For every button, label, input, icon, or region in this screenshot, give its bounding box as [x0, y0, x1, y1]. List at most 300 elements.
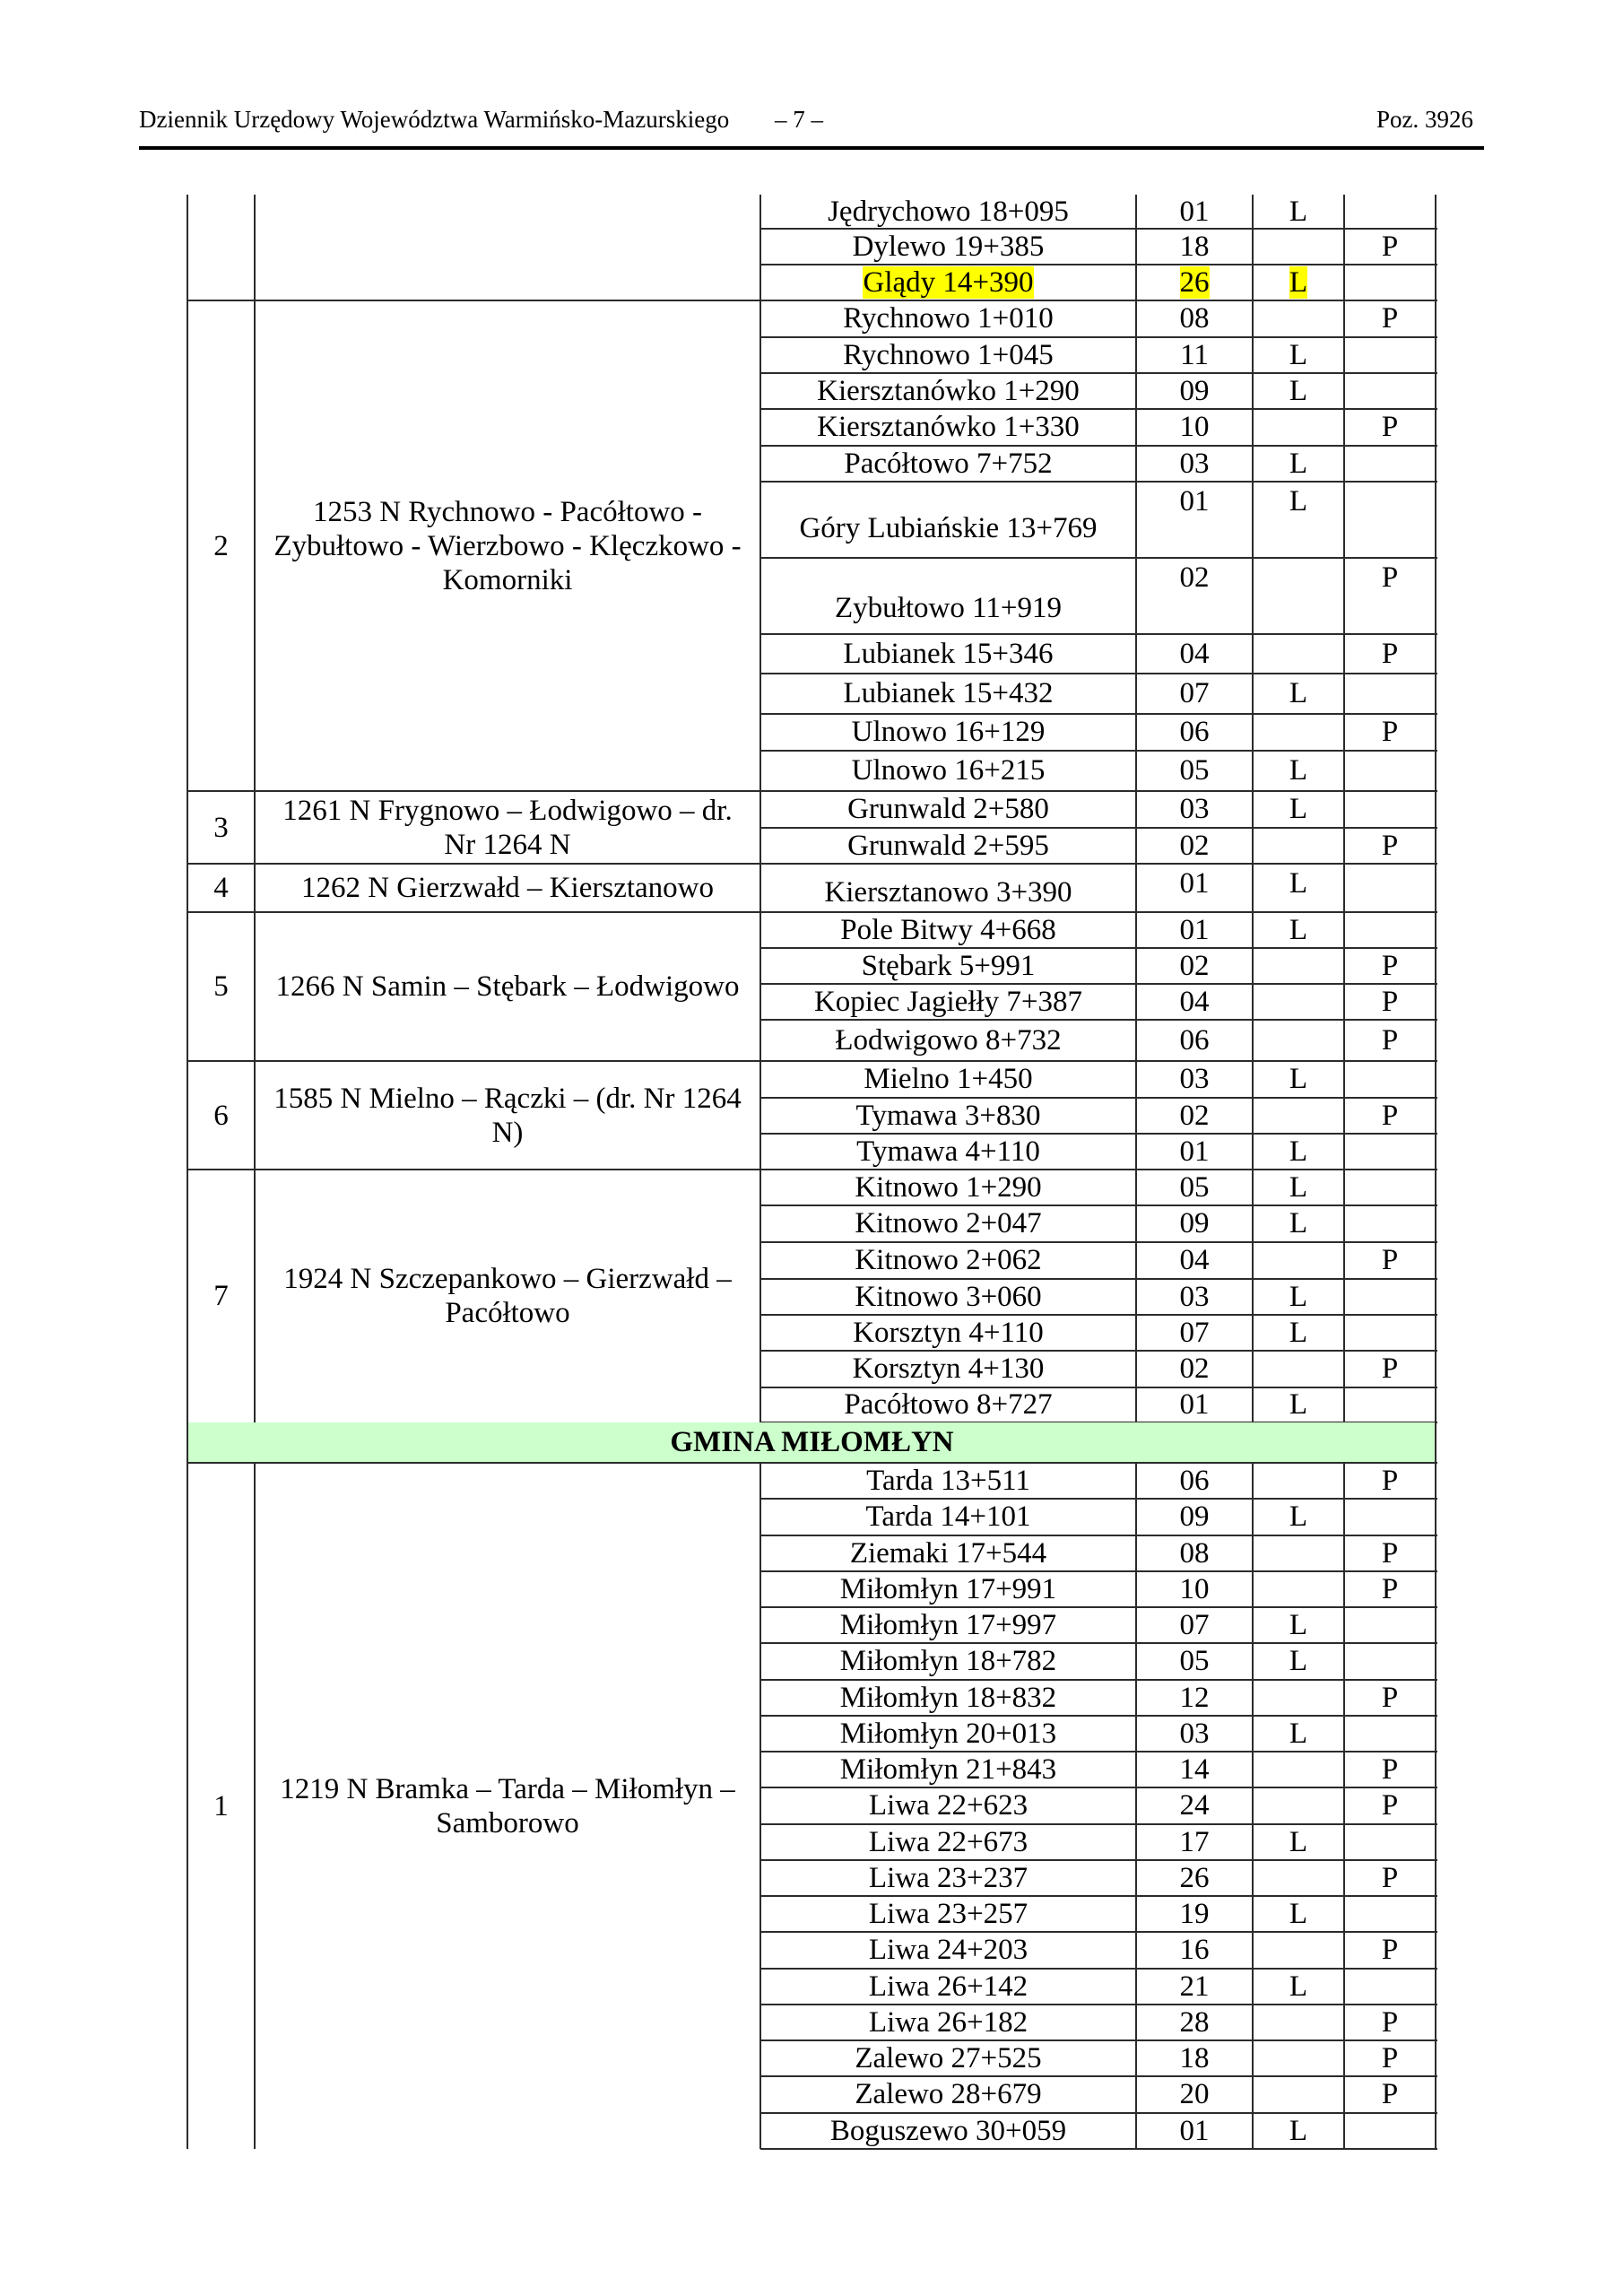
side-left-marker: L [1289, 1388, 1308, 1421]
sign-code: 05 [1179, 1645, 1210, 1677]
sign-code: 08 [1179, 302, 1210, 335]
place-chainage-cell [760, 583, 1136, 634]
column-divider [254, 1170, 256, 1422]
place-chainage: Pole Bitwy 4+668 [840, 914, 1056, 946]
side-left-cell [1253, 229, 1344, 265]
sign-code-cell [1136, 1932, 1253, 1969]
row-number-cell [187, 864, 255, 912]
side-right-marker: P [1381, 230, 1399, 263]
side-left-marker: L [1289, 448, 1308, 480]
place-chainage: Kiersztanówko 1+330 [817, 411, 1080, 443]
column-divider [187, 1422, 188, 1463]
side-left-marker: L [1289, 1898, 1308, 1930]
side-left-marker: L [1289, 196, 1308, 228]
place-chainage: Liwa 22+673 [868, 1826, 1028, 1858]
side-left-cell [1253, 948, 1344, 984]
sign-code: 07 [1179, 677, 1210, 709]
sign-code: 09 [1179, 1207, 1210, 1239]
column-divider [1135, 300, 1137, 791]
side-right-marker: P [1381, 716, 1399, 748]
side-left-cell [1253, 409, 1344, 446]
sign-code: 06 [1179, 1024, 1210, 1057]
side-left-cell [1253, 1716, 1344, 1752]
road-description: 1585 N Mielno – Rączki – (dr. Nr 1264 N) [273, 1082, 742, 1149]
side-right-cell [1344, 373, 1436, 409]
sign-code: 20 [1179, 2078, 1210, 2110]
column-divider [1343, 912, 1345, 1061]
row-number: 6 [213, 1099, 229, 1132]
side-left-cell [1253, 1134, 1344, 1170]
sign-code: 02 [1179, 1352, 1210, 1385]
side-right-marker: P [1381, 1352, 1399, 1385]
row-number-cell [187, 1061, 255, 1170]
side-right-marker: P [1381, 986, 1399, 1018]
side-left-cell [1253, 2040, 1344, 2076]
side-left-cell [1253, 1932, 1344, 1969]
side-right-marker: P [1381, 1682, 1399, 1714]
sign-code-cell [1136, 1499, 1253, 1535]
place-chainage-cell [760, 1279, 1136, 1315]
side-left-cell [1253, 446, 1344, 482]
side-right-cell [1344, 1351, 1436, 1387]
sign-code-cell [1136, 948, 1253, 984]
road-description-cell [255, 1463, 760, 2149]
place-chainage-cell [760, 1315, 1136, 1351]
sign-code: 06 [1179, 716, 1210, 748]
side-left-cell [1253, 1170, 1344, 1205]
sign-code-cell [1136, 751, 1253, 791]
place-chainage: Miłomłyn 20+013 [839, 1718, 1057, 1750]
road-description: 1253 N Rychnowo - Pacółtowo - Zybułtowo - Wierzbowo - Klęczkowo - Komorniki [273, 495, 742, 596]
sign-code-cell [1136, 1787, 1253, 1824]
sign-code: 09 [1179, 375, 1210, 407]
place-chainage: Miłomłyn 17+997 [839, 1609, 1057, 1641]
place-chainage-cell [760, 984, 1136, 1020]
side-right-marker: P [1381, 830, 1399, 862]
side-right-cell [1344, 1061, 1436, 1098]
place-chainage-cell [760, 1535, 1136, 1571]
column-divider [187, 864, 188, 912]
place-chainage: Dylewo 19+385 [852, 230, 1045, 263]
road-description-cell [255, 1061, 760, 1170]
side-left-cell [1253, 2076, 1344, 2113]
sign-code-cell [1136, 229, 1253, 265]
column-divider [187, 300, 188, 791]
sign-code-cell [1136, 373, 1253, 409]
side-left-cell [1253, 1643, 1344, 1680]
place-chainage: Kiersztanówko 1+290 [817, 375, 1080, 407]
side-left-cell [1253, 1205, 1344, 1242]
road-description-cell [255, 864, 760, 912]
side-right-cell [1344, 634, 1436, 674]
place-chainage-cell [760, 1932, 1136, 1969]
side-right-cell [1344, 560, 1436, 636]
side-left-cell [1253, 2113, 1344, 2149]
place-chainage: Pacółtowo 8+727 [844, 1388, 1053, 1421]
side-right-marker: P [1381, 2006, 1399, 2039]
side-right-cell [1344, 2040, 1436, 2076]
side-left-marker: L [1289, 266, 1308, 299]
side-left-cell [1253, 1607, 1344, 1643]
column-divider [187, 1463, 188, 2149]
sign-code-cell [1136, 1607, 1253, 1643]
sign-code: 04 [1179, 638, 1210, 670]
side-left-cell [1253, 1969, 1344, 2005]
side-left-marker: L [1289, 914, 1308, 946]
sign-code-cell [1136, 2005, 1253, 2040]
sign-code-cell [1136, 714, 1253, 751]
sign-code-cell [1136, 1351, 1253, 1387]
sign-code-cell [1136, 337, 1253, 373]
side-left-marker: L [1289, 1171, 1308, 1204]
side-left-marker: L [1289, 1718, 1308, 1750]
column-divider [1343, 1170, 1345, 1422]
column-divider [187, 195, 188, 300]
place-chainage: Tarda 14+101 [865, 1500, 1031, 1533]
side-right-marker: P [1381, 2078, 1399, 2110]
road-description: 1261 N Frygnowo – Łodwigowo – dr. Nr 1264 N [282, 794, 733, 861]
sign-code-cell [1136, 1387, 1253, 1422]
row-number: 4 [213, 872, 229, 904]
side-left-marker: L [1289, 1317, 1308, 1349]
side-right-cell [1344, 1242, 1436, 1279]
row-divider [760, 2148, 1437, 2150]
place-chainage-cell [760, 300, 1136, 337]
sign-code-cell [1136, 1463, 1253, 1499]
side-left-marker: L [1289, 375, 1308, 407]
column-divider [1252, 1463, 1254, 2149]
side-right-cell [1344, 2076, 1436, 2113]
place-chainage: Boguszewo 30+059 [829, 2115, 1067, 2147]
side-right-cell [1344, 1571, 1436, 1607]
sign-code-cell [1136, 1098, 1253, 1134]
sign-code: 26 [1179, 266, 1210, 299]
side-right-marker: P [1381, 561, 1399, 594]
side-right-cell [1344, 229, 1436, 265]
place-chainage-cell [760, 1387, 1136, 1422]
column-divider [187, 912, 188, 1061]
side-left-cell [1253, 1571, 1344, 1607]
sign-code-cell [1136, 1279, 1253, 1315]
column-divider [1343, 1061, 1345, 1170]
side-left-cell [1253, 1787, 1344, 1824]
place-chainage: Korsztyn 4+130 [852, 1352, 1045, 1385]
side-left-cell [1253, 865, 1344, 914]
side-right-marker: P [1381, 1753, 1399, 1786]
sign-code-cell [1136, 1170, 1253, 1205]
side-left-cell [1253, 2005, 1344, 2040]
road-description-cell [255, 791, 760, 864]
sign-code: 01 [1179, 196, 1210, 228]
road-description: 1924 N Szczepankowo – Gierzwałd – Pacółtowo [283, 1263, 732, 1329]
place-chainage-cell [760, 1205, 1136, 1242]
place-chainage-cell [760, 1242, 1136, 1279]
side-right-cell [1344, 195, 1436, 229]
place-chainage: Ulnowo 16+215 [851, 754, 1046, 787]
side-right-marker: P [1381, 950, 1399, 982]
sign-code: 07 [1179, 1317, 1210, 1349]
side-right-cell [1344, 948, 1436, 984]
sign-code-cell [1136, 1315, 1253, 1351]
column-divider [1252, 300, 1254, 791]
side-right-marker: P [1381, 1537, 1399, 1570]
place-chainage: Grunwald 2+580 [847, 793, 1049, 825]
side-right-cell [1344, 1716, 1436, 1752]
sign-code-cell [1136, 1643, 1253, 1680]
row-number-cell [187, 300, 255, 791]
side-right-marker: P [1381, 302, 1399, 335]
place-chainage-cell [760, 500, 1136, 558]
column-divider [1435, 1422, 1436, 1463]
sign-code-cell [1136, 2076, 1253, 2113]
side-right-cell [1344, 1969, 1436, 2005]
place-chainage-cell [760, 2005, 1136, 2040]
side-right-marker: P [1381, 1862, 1399, 1894]
column-divider [1435, 1170, 1436, 1422]
row-number: 5 [213, 970, 229, 1003]
sign-code: 18 [1179, 230, 1210, 263]
sign-code: 24 [1179, 1789, 1210, 1822]
side-left-cell [1253, 483, 1344, 560]
place-chainage: Grunwald 2+595 [847, 830, 1049, 862]
place-chainage: Lubianek 15+432 [843, 677, 1054, 709]
column-divider [1252, 912, 1254, 1061]
column-divider [1435, 1463, 1436, 2149]
side-left-marker: L [1289, 867, 1308, 900]
column-divider [1252, 1170, 1254, 1422]
place-chainage: Miłomłyn 21+843 [839, 1753, 1057, 1786]
column-divider [1343, 195, 1345, 300]
column-divider [254, 195, 256, 300]
place-chainage-cell [760, 1134, 1136, 1170]
place-chainage-cell [760, 1752, 1136, 1787]
place-chainage: Tymawa 4+110 [856, 1135, 1040, 1168]
side-right-cell [1344, 1098, 1436, 1134]
side-right-marker: P [1381, 1244, 1399, 1276]
place-chainage-cell [760, 373, 1136, 409]
side-right-cell [1344, 828, 1436, 864]
sign-code-cell [1136, 865, 1253, 914]
side-right-cell [1344, 1463, 1436, 1499]
place-chainage: Lubianek 15+346 [843, 638, 1054, 670]
place-chainage-cell [760, 2040, 1136, 2076]
side-left-cell [1253, 984, 1344, 1020]
side-left-marker: L [1289, 1135, 1308, 1168]
place-chainage-cell [760, 1969, 1136, 2005]
sign-code: 09 [1179, 1500, 1210, 1533]
sign-code-cell [1136, 1242, 1253, 1279]
side-left-cell [1253, 1824, 1344, 1860]
place-chainage-cell [760, 1787, 1136, 1824]
column-divider [759, 864, 761, 912]
column-divider [1343, 791, 1345, 864]
side-left-cell [1253, 1860, 1344, 1896]
place-chainage-cell [760, 1170, 1136, 1205]
side-right-cell [1344, 1279, 1436, 1315]
column-divider [254, 791, 256, 864]
column-divider [1135, 864, 1137, 912]
sign-code-cell [1136, 483, 1253, 560]
side-left-marker: L [1289, 1500, 1308, 1533]
side-left-marker: L [1289, 1063, 1308, 1095]
place-chainage-cell [760, 265, 1136, 300]
sign-code-cell [1136, 634, 1253, 674]
side-right-marker: P [1381, 638, 1399, 670]
column-divider [1343, 300, 1345, 791]
column-divider [759, 1061, 761, 1170]
sign-code: 14 [1179, 1753, 1210, 1786]
side-right-marker: P [1381, 1789, 1399, 1822]
sign-code-cell [1136, 265, 1253, 300]
place-chainage-cell [760, 1680, 1136, 1716]
side-right-cell [1344, 1860, 1436, 1896]
side-left-marker: L [1289, 1645, 1308, 1677]
sign-code: 17 [1179, 1826, 1210, 1858]
side-left-cell [1253, 751, 1344, 791]
sign-code-cell [1136, 446, 1253, 482]
side-right-cell [1344, 1752, 1436, 1787]
side-right-cell [1344, 791, 1436, 828]
column-divider [1135, 1463, 1137, 2149]
place-chainage: Kiersztanowo 3+390 [824, 876, 1072, 909]
column-divider [1252, 864, 1254, 912]
place-chainage: Mielno 1+450 [864, 1063, 1033, 1095]
place-chainage: Rychnowo 1+045 [843, 339, 1054, 371]
column-divider [759, 1463, 761, 2149]
side-left-cell [1253, 1499, 1344, 1535]
sign-code: 03 [1179, 1063, 1210, 1095]
side-left-cell [1253, 1896, 1344, 1932]
column-divider [1135, 1170, 1137, 1422]
sign-code: 11 [1180, 339, 1209, 371]
side-left-cell [1253, 1535, 1344, 1571]
sign-code: 26 [1179, 1862, 1210, 1894]
side-left-cell [1253, 1463, 1344, 1499]
side-right-marker: P [1381, 411, 1399, 443]
side-right-cell [1344, 1020, 1436, 1061]
sign-code: 03 [1179, 1718, 1210, 1750]
sign-code: 21 [1179, 1970, 1210, 2003]
side-left-cell [1253, 337, 1344, 373]
side-right-cell [1344, 1387, 1436, 1422]
row-number-cell [187, 912, 255, 1061]
sign-code: 18 [1179, 2042, 1210, 2074]
side-left-marker: L [1289, 1970, 1308, 2003]
place-chainage-cell [760, 1571, 1136, 1607]
road-description: 1219 N Bramka – Tarda – Miłomłyn – Samborowo [280, 1772, 735, 1839]
place-chainage-cell [760, 1824, 1136, 1860]
place-chainage: Liwa 24+203 [868, 1934, 1028, 1966]
side-right-cell [1344, 714, 1436, 751]
side-right-marker: P [1381, 1573, 1399, 1605]
column-divider [759, 1170, 761, 1422]
sign-code-cell [1136, 791, 1253, 828]
place-chainage-cell [760, 1061, 1136, 1098]
place-chainage: Stębark 5+991 [861, 950, 1036, 982]
side-right-cell [1344, 1170, 1436, 1205]
section-band [187, 1422, 1436, 1463]
sign-code: 02 [1179, 830, 1210, 862]
side-right-cell [1344, 265, 1436, 300]
sign-code: 28 [1179, 2006, 1210, 2039]
column-divider [1435, 300, 1436, 791]
sign-code: 04 [1179, 1244, 1210, 1276]
side-right-marker: P [1381, 1100, 1399, 1132]
place-chainage-cell [760, 195, 1136, 229]
place-chainage-cell [760, 714, 1136, 751]
sign-code-cell [1136, 912, 1253, 948]
sign-code-cell [1136, 828, 1253, 864]
sign-code: 01 [1179, 485, 1210, 517]
place-chainage: Liwa 23+257 [868, 1898, 1028, 1930]
side-left-marker: L [1289, 1281, 1308, 1313]
side-left-cell [1253, 828, 1344, 864]
side-left-cell [1253, 912, 1344, 948]
place-chainage-cell [760, 1643, 1136, 1680]
sign-code-cell [1136, 560, 1253, 636]
side-right-cell [1344, 1680, 1436, 1716]
sign-code: 04 [1179, 986, 1210, 1018]
road-description-cell [255, 195, 760, 300]
row-number: 3 [213, 811, 229, 844]
side-left-marker: L [1289, 793, 1308, 825]
sign-code-cell [1136, 1205, 1253, 1242]
side-left-marker: L [1289, 677, 1308, 709]
side-right-cell [1344, 1643, 1436, 1680]
row-divider [760, 557, 1437, 559]
side-left-marker: L [1289, 339, 1308, 371]
sign-code-cell [1136, 1860, 1253, 1896]
sign-code-cell [1136, 1752, 1253, 1787]
side-left-cell [1253, 560, 1344, 636]
place-chainage: Zalewo 27+525 [855, 2042, 1042, 2074]
side-right-cell [1344, 751, 1436, 791]
column-divider [254, 1463, 256, 2149]
sign-code: 01 [1179, 914, 1210, 946]
sign-code: 01 [1179, 867, 1210, 900]
column-divider [759, 912, 761, 1061]
side-right-cell [1344, 2005, 1436, 2040]
sign-code-cell [1136, 1969, 1253, 2005]
place-chainage: Miłomłyn 18+832 [839, 1682, 1057, 1714]
place-chainage-cell [760, 912, 1136, 948]
side-left-cell [1253, 300, 1344, 337]
side-left-marker: L [1289, 1609, 1308, 1641]
page-number: – 7 – [775, 106, 823, 133]
column-divider [187, 1170, 188, 1422]
side-left-cell [1253, 1279, 1344, 1315]
sign-code-cell [1136, 984, 1253, 1020]
side-right-marker: P [1381, 1465, 1399, 1497]
place-chainage: Korsztyn 4+110 [853, 1317, 1044, 1349]
sign-code-cell [1136, 1824, 1253, 1860]
place-chainage: Ziemaki 17+544 [849, 1537, 1047, 1570]
place-chainage-cell [760, 229, 1136, 265]
place-chainage: Miłomłyn 17+991 [839, 1573, 1057, 1605]
place-chainage-cell [760, 751, 1136, 791]
place-chainage: Liwa 22+623 [868, 1789, 1028, 1822]
side-left-cell [1253, 714, 1344, 751]
place-chainage-cell [760, 948, 1136, 984]
side-left-marker: L [1289, 1207, 1308, 1239]
place-chainage-cell [760, 1499, 1136, 1535]
column-divider [1252, 791, 1254, 864]
side-right-marker: P [1381, 1024, 1399, 1057]
place-chainage-cell [760, 1020, 1136, 1061]
column-divider [1135, 1061, 1137, 1170]
row-number-cell [187, 1170, 255, 1422]
sign-code: 03 [1179, 793, 1210, 825]
